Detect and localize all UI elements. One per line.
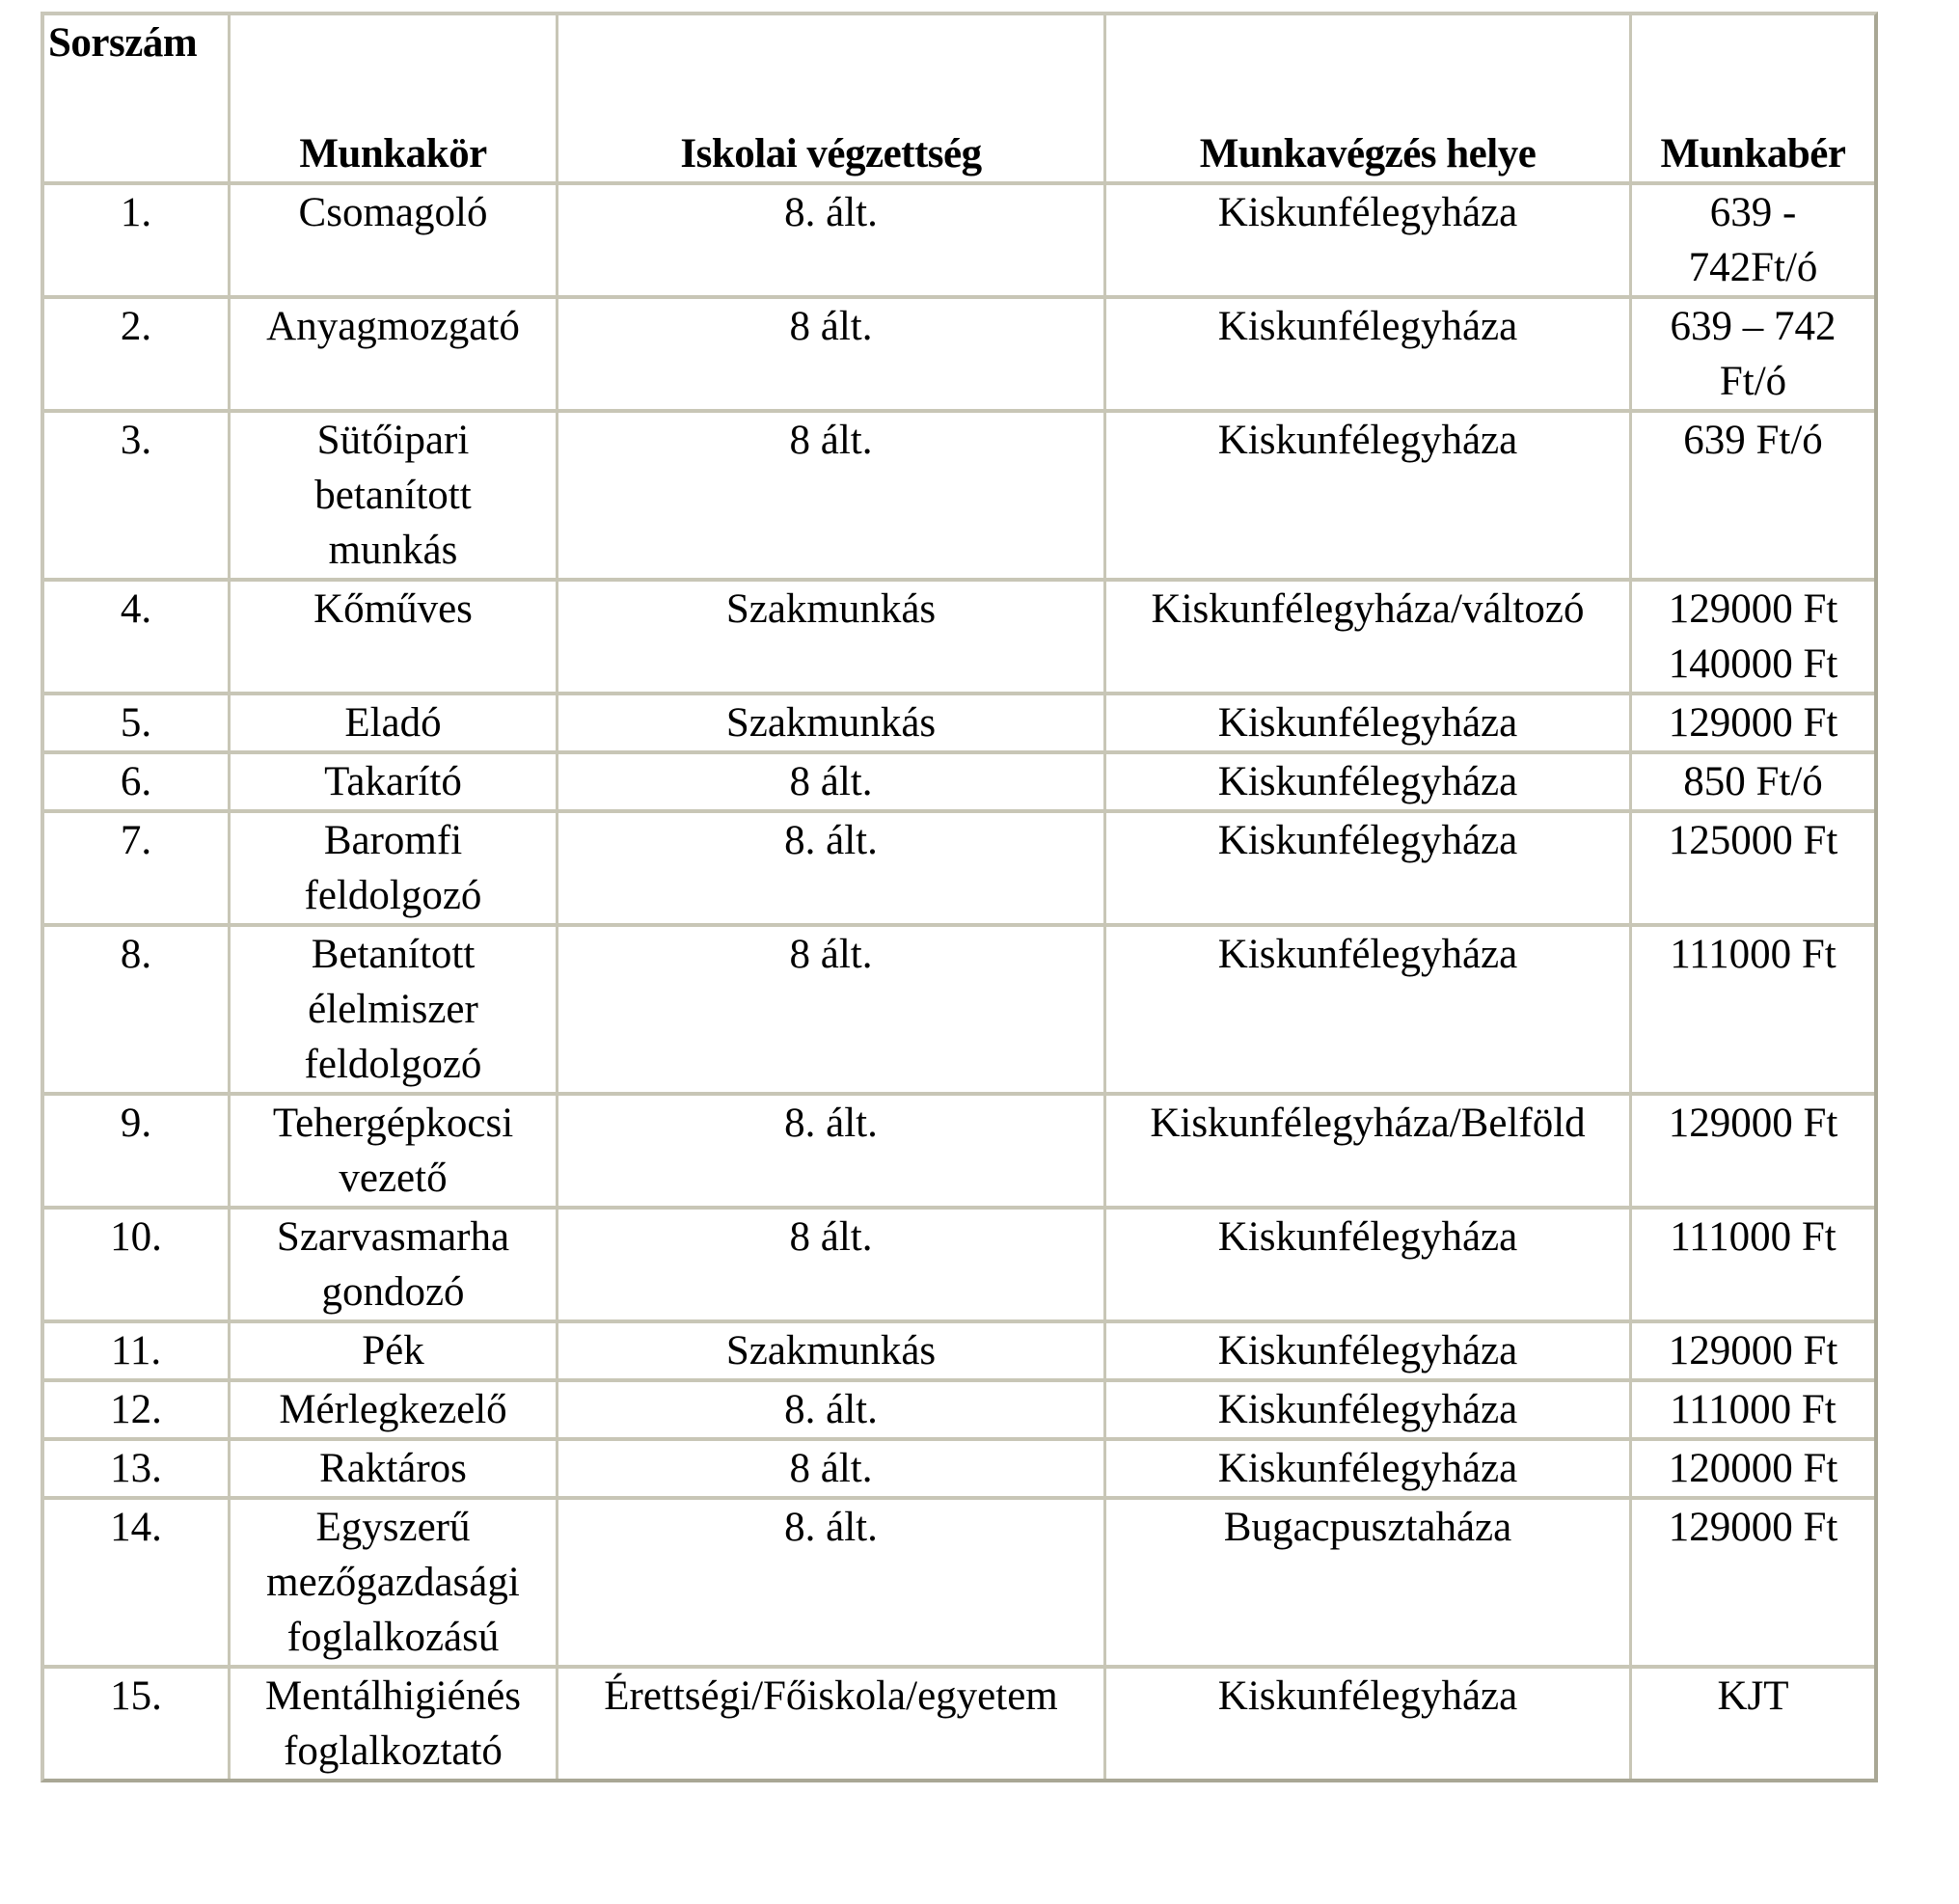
cell-number: 8.	[44, 927, 231, 1096]
table-body	[44, 185, 1874, 1779]
cell-job: Raktáros	[231, 1441, 558, 1500]
header-location: Munkavégzés helye	[1106, 15, 1632, 185]
table-row	[44, 1096, 1874, 1210]
header-education: Iskolai végzettség	[558, 15, 1106, 185]
table-row	[44, 582, 1874, 695]
table-row	[44, 927, 1874, 1096]
cell-job: Anyagmozgató	[231, 299, 558, 413]
cell-wage: 120000 Ft	[1632, 1441, 1874, 1500]
cell-wage: 111000 Ft	[1632, 1210, 1874, 1323]
cell-job: Takarító	[231, 754, 558, 813]
cell-number: 2.	[44, 299, 231, 413]
cell-number: 3.	[44, 413, 231, 582]
cell-education: 8 ált.	[558, 927, 1106, 1096]
cell-location: Kiskunfélegyháza	[1106, 185, 1632, 299]
cell-job: Szarvasmarha gondozó	[231, 1210, 558, 1323]
cell-education: 8 ált.	[558, 1210, 1106, 1323]
cell-job: Mérlegkezelő	[231, 1382, 558, 1441]
cell-wage: 129000 Ft	[1632, 1096, 1874, 1210]
cell-number: 1.	[44, 185, 231, 299]
cell-number: 6.	[44, 754, 231, 813]
header-row	[44, 15, 1874, 185]
cell-wage: KJT	[1717, 1673, 1789, 1719]
cell-location: Kiskunfélegyháza	[1106, 299, 1632, 413]
cell-education: 8 ált.	[558, 754, 1106, 813]
table-row	[44, 1323, 1874, 1382]
cell-education: Szakmunkás	[558, 695, 1106, 754]
cell-wage: 111000 Ft	[1632, 1382, 1874, 1441]
cell-job: Kőműves	[231, 582, 558, 695]
table-row	[44, 1210, 1874, 1323]
cell-location: Kiskunfélegyháza	[1106, 754, 1632, 813]
cell-location: Kiskunfélegyháza/Belföld	[1106, 1096, 1632, 1210]
cell-number: 4.	[44, 582, 231, 695]
cell-wage: 129000 Ft	[1632, 695, 1874, 754]
cell-education: 8 ált.	[558, 299, 1106, 413]
cell-number: 14.	[44, 1500, 231, 1669]
cell-education: 8. ált.	[558, 1500, 1106, 1669]
cell-location: Kiskunfélegyháza	[1106, 1323, 1632, 1382]
cell-number: 9.	[44, 1096, 231, 1210]
cell-location: Kiskunfélegyháza	[1106, 813, 1632, 927]
table-row	[44, 813, 1874, 927]
cell-location: Kiskunfélegyháza	[1106, 1669, 1632, 1779]
cell-job: Eladó	[231, 695, 558, 754]
table-row	[44, 1669, 1874, 1779]
cell-number: 12.	[44, 1382, 231, 1441]
table-row	[44, 1441, 1874, 1500]
cell-location: Bugacpusztaháza	[1106, 1500, 1632, 1669]
table-row	[44, 413, 1874, 582]
cell-job: Egyszerű mezőgazdasági foglalkozású	[231, 1500, 558, 1669]
cell-location: Kiskunfélegyháza/változó	[1106, 582, 1632, 695]
cell-location: Kiskunfélegyháza	[1106, 1441, 1632, 1500]
header-wage: Munkabér	[1632, 15, 1874, 185]
cell-job: Mentálhigiénés foglalkoztató	[231, 1669, 558, 1779]
table-row	[44, 1500, 1874, 1669]
cell-education: Szakmunkás	[558, 1323, 1106, 1382]
table-row	[44, 299, 1874, 413]
cell-location: Kiskunfélegyháza	[1106, 1210, 1632, 1323]
header-job: Munkakör	[231, 15, 558, 185]
table-row	[44, 695, 1874, 754]
cell-wage: 129000 Ft	[1632, 1500, 1874, 1669]
cell-education: Érettségi/Főiskola/egyetem	[558, 1669, 1106, 1779]
cell-education: 8. ált.	[558, 813, 1106, 927]
header-number: Sorszám	[44, 15, 231, 185]
cell-wage: 639 - 742Ft/ó	[1632, 185, 1874, 299]
cell-job: Tehergépkocsi vezető	[231, 1096, 558, 1210]
cell-number: 15.	[44, 1669, 231, 1779]
cell-location: Kiskunfélegyháza	[1106, 695, 1632, 754]
table-row	[44, 185, 1874, 299]
cell-job: Pék	[231, 1323, 558, 1382]
cell-number: 7.	[44, 813, 231, 927]
cell-number: 13.	[44, 1441, 231, 1500]
table-header	[44, 15, 1874, 185]
cell-number: 11.	[44, 1323, 231, 1382]
cell-location: Kiskunfélegyháza	[1106, 413, 1632, 582]
cell-number: 10.	[44, 1210, 231, 1323]
cell-wage: 639 Ft/ó	[1632, 413, 1874, 582]
cell-education: 8. ált.	[558, 1382, 1106, 1441]
cell-job: Csomagoló	[231, 185, 558, 299]
cell-education: Szakmunkás	[558, 582, 1106, 695]
cell-wage: 129000 Ft	[1632, 1323, 1874, 1382]
cell-education: 8. ált.	[558, 1096, 1106, 1210]
cell-wage: 111000 Ft	[1632, 927, 1874, 1096]
table-row	[44, 1382, 1874, 1441]
cell-education: 8 ált.	[558, 1441, 1106, 1500]
job-listings-table	[41, 12, 1878, 1782]
cell-number: 5.	[44, 695, 231, 754]
cell-job: Sütőipari betanított munkás	[231, 413, 558, 582]
cell-location: Kiskunfélegyháza	[1106, 927, 1632, 1096]
cell-education: 8 ált.	[558, 413, 1106, 582]
cell-location: Kiskunfélegyháza	[1106, 1382, 1632, 1441]
table-row	[44, 754, 1874, 813]
cell-job: Betanított élelmiszer feldolgozó	[231, 927, 558, 1096]
cell-wage: 639 – 742 Ft/ó	[1632, 299, 1874, 413]
cell-education: 8. ált.	[558, 185, 1106, 299]
cell-wage: 129000 Ft 140000 Ft	[1632, 582, 1874, 695]
cell-wage: 850 Ft/ó	[1632, 754, 1874, 813]
cell-wage: 125000 Ft	[1632, 813, 1874, 927]
cell-job: Baromfi feldolgozó	[231, 813, 558, 927]
